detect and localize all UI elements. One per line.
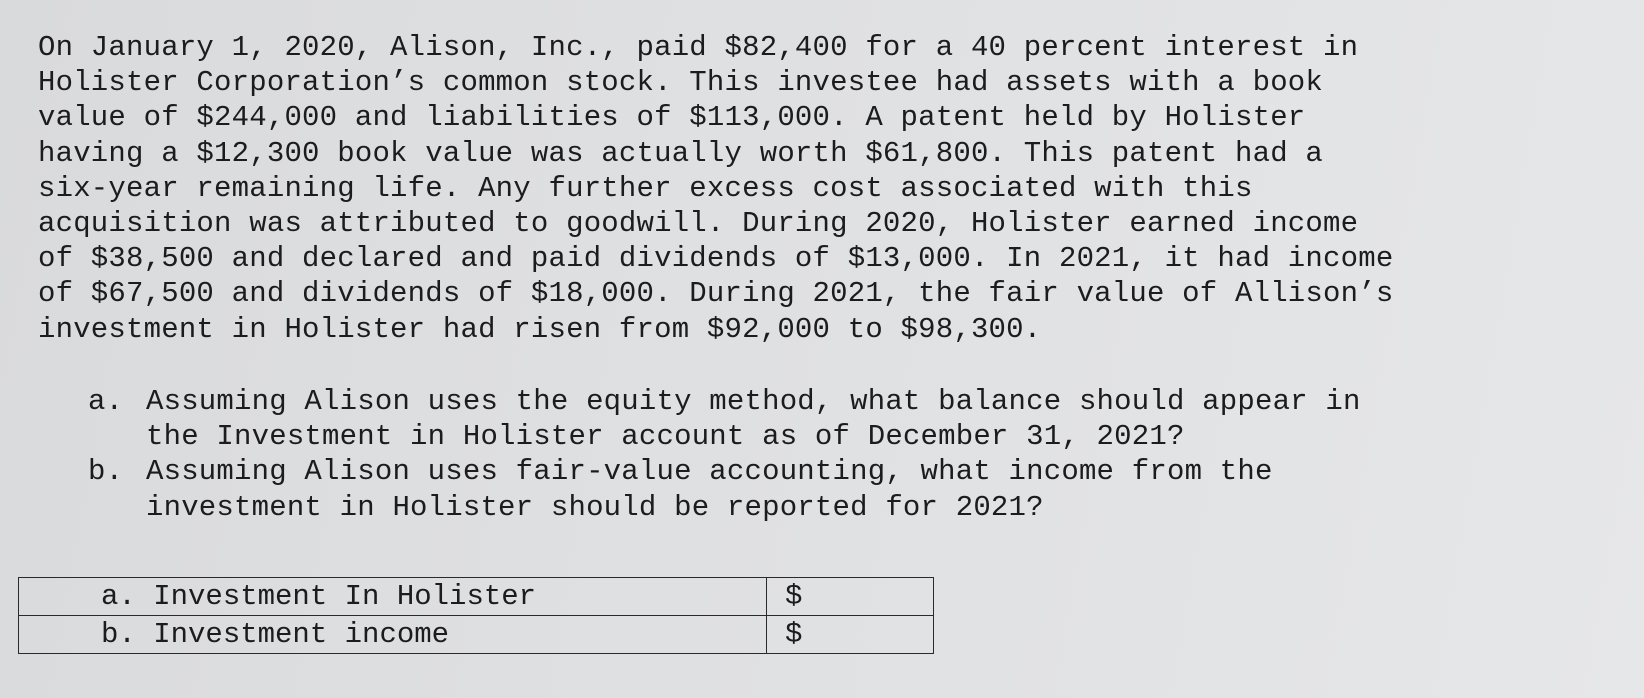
answer-label: b. Investment income <box>19 616 767 654</box>
question-letter: a. <box>88 385 124 418</box>
question-letter: b. <box>88 455 124 489</box>
problem-line: of $67,500 and dividends of $18,000. During 2021, the fair value of Allison’s <box>38 277 1394 311</box>
problem-statement <box>38 30 1618 347</box>
table-row <box>19 578 934 616</box>
question-list <box>88 384 1361 525</box>
question-a <box>88 384 1361 454</box>
problem-line: six-year remaining life. Any further excess cost associated with this <box>38 171 1253 205</box>
problem-line: investment in Holister had risen from $92,000 to $98,300. <box>38 312 1042 346</box>
answer-input-cell[interactable] <box>767 616 934 654</box>
question-b <box>88 454 1361 524</box>
answer-table <box>18 577 934 654</box>
problem-line: value of $244,000 and liabilities of $113,000. A patent held by Holister <box>38 101 1306 135</box>
question-text: Assuming Alison uses the equity method, what balance should appear in the Investment in Holister account as of December 31, 2021? <box>146 385 1361 454</box>
problem-line: acquisition was attributed to goodwill. During 2020, Holister earned income <box>38 207 1359 241</box>
question-text: Assuming Alison uses fair-value accounting, what income from the investment in Holister should be reported for 2021? <box>146 455 1273 524</box>
table-row <box>19 616 934 654</box>
dollar-sign: $ <box>785 580 803 613</box>
answer-label: a. Investment In Holister <box>19 578 767 616</box>
problem-line: Holister Corporation’s common stock. This investee had assets with a book <box>38 66 1324 100</box>
problem-line: having a $12,300 book value was actually worth $61,800. This patent had a <box>38 136 1324 170</box>
problem-line: of $38,500 and declared and paid dividends of $13,000. In 2021, it had income <box>38 242 1394 276</box>
dollar-sign: $ <box>785 618 803 651</box>
answer-input-cell[interactable] <box>767 578 934 616</box>
problem-line: On January 1, 2020, Alison, Inc., paid $82,400 for a 40 percent interest in <box>38 31 1359 64</box>
